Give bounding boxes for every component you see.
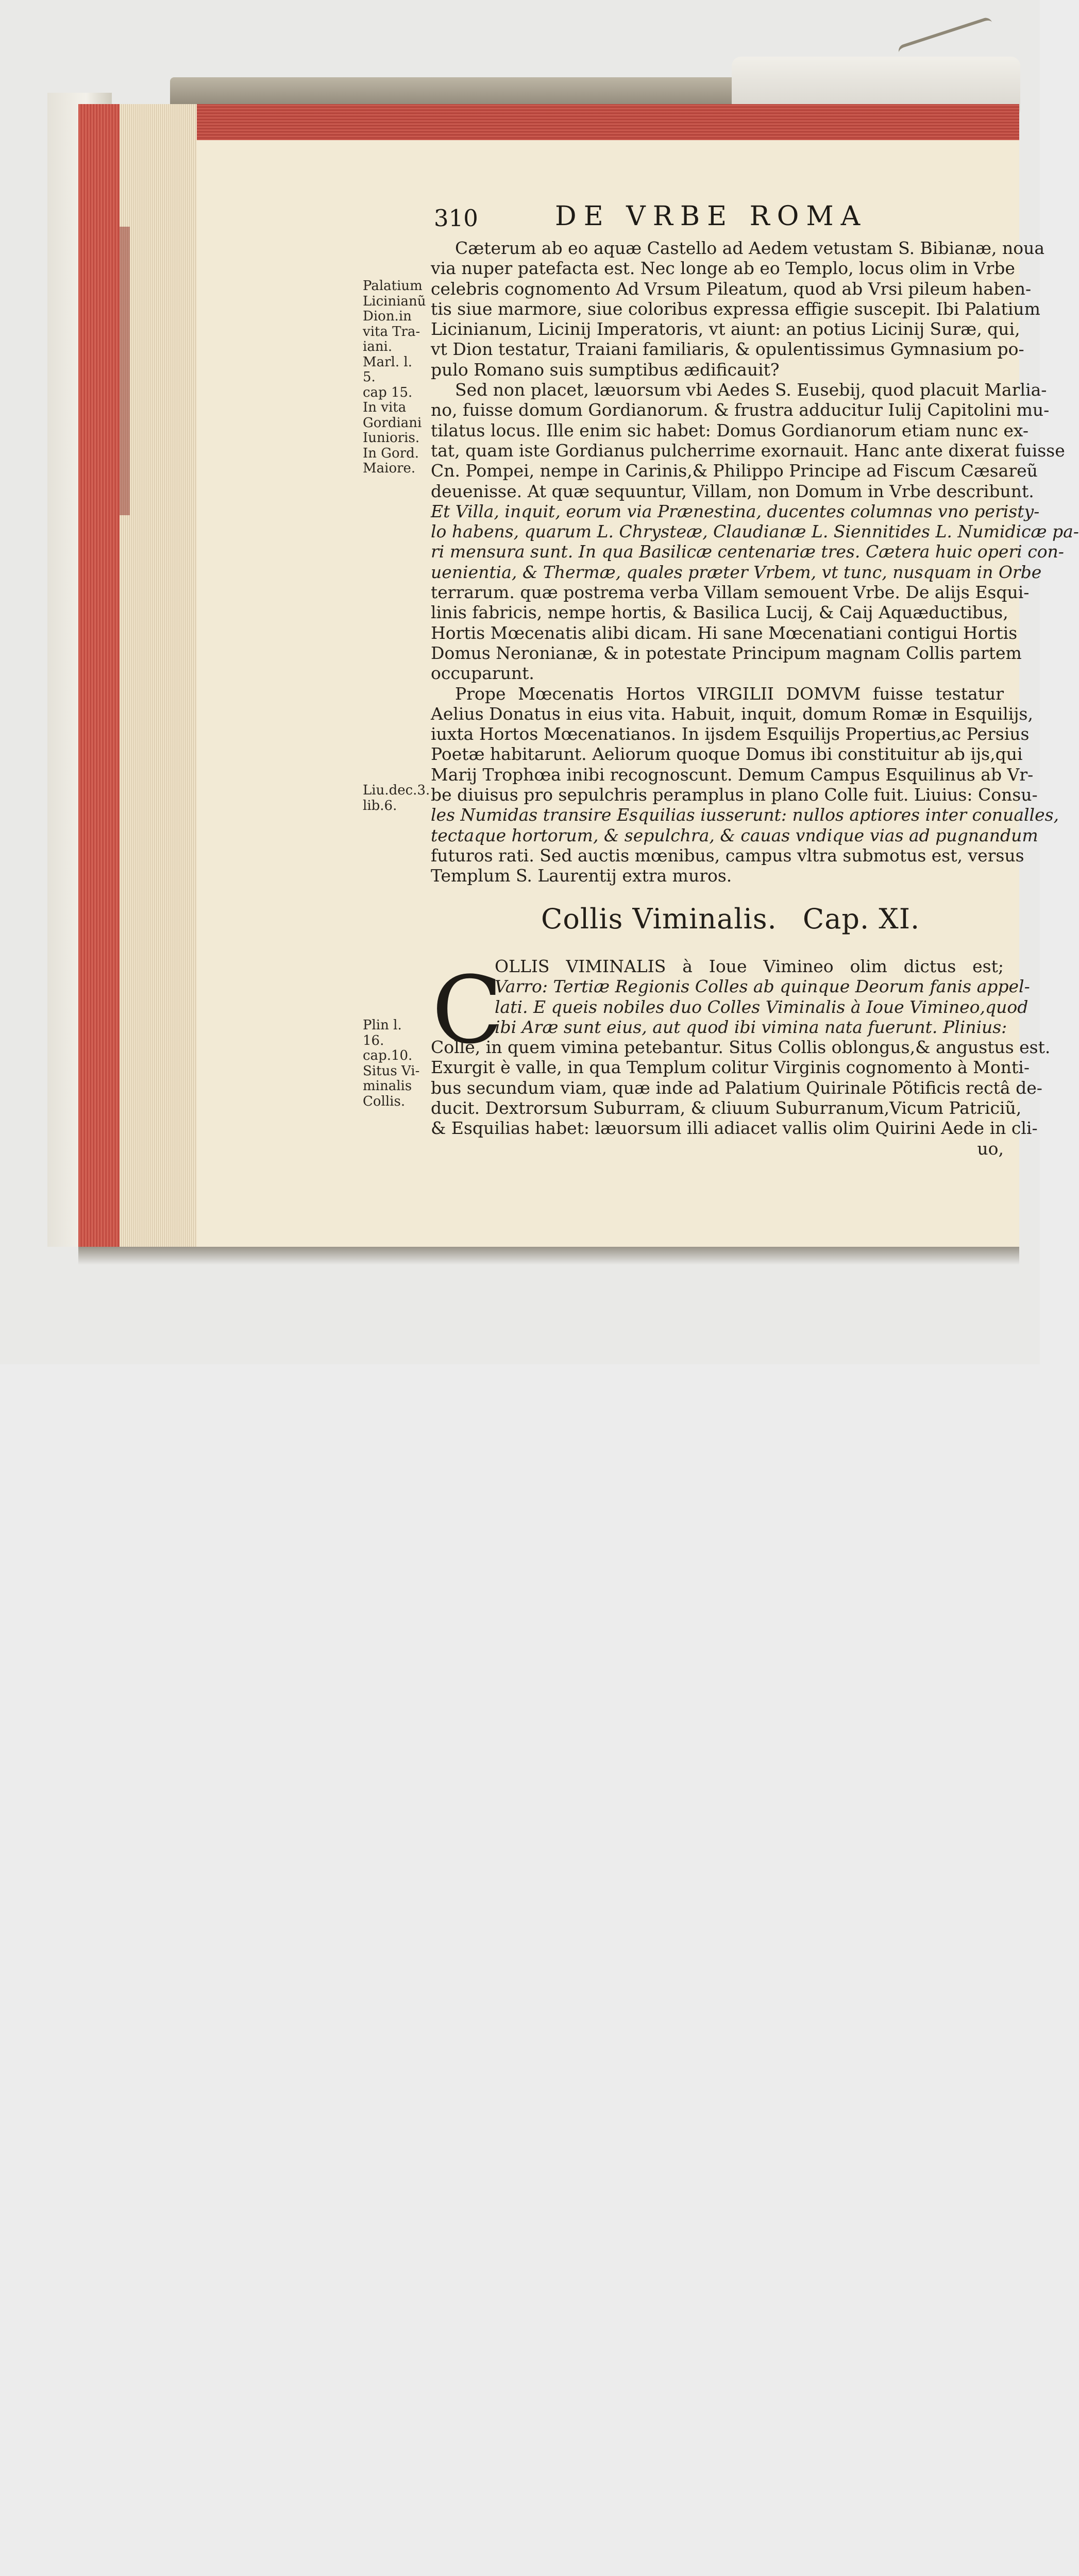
text-line: Varro: Tertiæ Regionis Colles ab quinque Deorum fanis appel- [495, 976, 1030, 997]
text-line: linis fabricis, nempe hortis, & Basilica Lucij, & Caij Aquæductibus, [431, 602, 1008, 623]
ribbon-bookmark [897, 16, 994, 59]
text-line: Poetæ habitarunt. Aeliorum quoque Domus ibi constituitur ab ijs,qui [431, 744, 1023, 765]
text-line: via nuper patefacta est. Nec longe ab eo Templo, locus olim in Vrbe [431, 258, 1015, 279]
text-line: be diuisus pro sepulchris peramplus in plano Colle fuit. Liuius: Consu- [431, 785, 1038, 805]
margin-notes-top [363, 279, 427, 477]
text-line: tat, quam iste Gordianus pulcherrime exornauit. Hanc ante dixerat fuisse [431, 440, 1065, 461]
margin-note-line: In vita [363, 400, 407, 415]
text-line: ibi Aræ sunt eius, aut quod ibi vimina nata fuerunt. Plinius: [495, 1016, 1007, 1037]
text-line: tilatus locus. Ille enim sic habet: Domus Gordianorum etiam nunc ex- [431, 420, 1029, 440]
text-line: Domus Neronianæ, & in potestate Principum magnam Collis partem [431, 642, 1022, 663]
body-text [431, 238, 1079, 886]
text-line: & Esquilias habet: læuorsum illi adiacet vallis olim Quirini Aede in cli- [431, 1118, 1038, 1139]
text-line: iuxta Hortos Mœcenatianos. In ijsdem Esquilijs Propertius,ac Persius [431, 724, 1030, 744]
margin-note-line: vita Tra- [363, 324, 420, 340]
margin-note-line: Licinianũ [363, 293, 426, 309]
text-line: Cn. Pompei, nempe in Carinis,& Philippo Principe ad Fiscum Cæsareũ [431, 461, 1038, 481]
text-line: tis siue marmore, siue coloribus expressa effigie suscepit. Ibi Palatium [431, 298, 1040, 319]
text-line: futuros rati. Sed auctis mœnibus, campus vltra submotus est, versus [431, 845, 1024, 866]
margin-note-line: cap 15. [363, 384, 413, 400]
edge-stain [120, 227, 130, 515]
text-line: uo, [977, 1138, 1004, 1159]
margin-note-line: In Gord. [363, 445, 419, 461]
text-line: ducit. Dextrorsum Suburram, & cliuum Suburranum,Vicum Patriciũ, [431, 1098, 1022, 1118]
page-edges [120, 104, 197, 1247]
running-title: DE VRBE ROMA [555, 201, 868, 232]
chapter-text [431, 956, 1051, 1159]
text-line: Exurgit è valle, in qua Templum colitur Virginis cognomento à Monti- [431, 1057, 1030, 1078]
margin-note-line: Dion.in [363, 309, 412, 324]
red-top-edge [78, 104, 1019, 140]
text-line: les Numidas transire Esquilias iusserunt: nullos aptiores inter conualles, [431, 805, 1059, 825]
text-line: terrarum. quæ postrema verba Villam semouent Vrbe. De alijs Esqui- [431, 582, 1030, 603]
text-line: Et Villa, inquit, eorum via Prænestina, ducentes columnas vno peristy- [431, 501, 1040, 521]
text-line: uenientia, & Thermæ, quales præter Vrbem, vt tunc, nusquam in Orbe [431, 562, 1042, 582]
text-line: Aelius Donatus in eius vita. Habuit, inquit, domum Romæ in Esquilijs, [431, 703, 1033, 724]
text-line: deuenisse. At quæ sequuntur, Villam, non Domum in Vrbe describunt. [431, 481, 1034, 501]
text-line: Templum S. Laurentij extra muros. [431, 866, 732, 886]
margin-note-line: iani. [363, 339, 393, 354]
chapter-number: Cap. XI. [802, 903, 920, 935]
margin-note-line: Plin l. 16. [363, 1018, 402, 1048]
margin-notes-bottom [363, 1018, 427, 1109]
margin-note-line: Collis. [363, 1093, 406, 1109]
margin-note-line: Situs Vi- [363, 1063, 420, 1079]
text-line: pulo Romano suis sumptibus ædificauit? [431, 359, 780, 380]
margin-note-line: Maiore. [363, 461, 416, 476]
text-line: Colle, in quem vimina petebantur. Situs Collis oblongus,& angustus est. [431, 1037, 1051, 1058]
text-line: Sed non placet, læuorsum vbi Aedes S. Eusebij, quod placuit Marlia- [455, 380, 1047, 400]
chapter-title: Collis Viminalis. [541, 903, 777, 935]
text-line: vt Dion testatur, Traiani familiaris, & opulentissimus Gymnasium po- [431, 339, 1024, 360]
viewer-footer [0, 1364, 1040, 1442]
margin-note-line: Gordiani [363, 415, 422, 431]
text-line: occuparunt. [431, 663, 534, 684]
page-number: 310 [434, 205, 478, 232]
page-shadow [78, 1247, 1019, 1265]
text-line: lati. E queis nobiles duo Colles Viminalis à Ioue Vimineo,quod [495, 996, 1029, 1017]
margin-note-line: cap.10. [363, 1048, 413, 1063]
text-line: Marij Trophœa inibi recognoscunt. Demum Campus Esquilinus ab Vr- [431, 764, 1034, 785]
text-line: lo habens, quarum L. Chrysteæ, Claudianæ L. Siennitides L. Numidicæ pa- [431, 521, 1079, 542]
text-line: Licinianum, Licinij Imperatoris, vt aiunt: an potius Licinij Suræ, qui, [431, 319, 1020, 340]
text-line: celebris cognomento Ad Vrsum Pileatum, quod ab Vrsi pileum haben- [431, 278, 1032, 299]
margin-note-line: lib.6. [363, 798, 397, 814]
margin-note-line: Palatium [363, 278, 423, 294]
margin-note-line: Liu.dec.3. [363, 783, 430, 798]
text-line: tectaque hortorum, & sepulchra, & cauas vndique vias ad pugnandum [431, 825, 1038, 845]
drop-cap: C [432, 957, 503, 1064]
text-line: Cæterum ab eo aquæ Castello ad Aedem vetustam S. Bibianæ, noua [455, 238, 1045, 258]
text-line: Prope Mœcenatis Hortos VIRGILII DOMVM fuisse testatur [455, 683, 1004, 704]
margin-note-line: Marl. l. 5. [363, 354, 412, 385]
chapter-heading [541, 903, 920, 935]
margin-note-line: minalis [363, 1078, 412, 1094]
text-line: OLLIS VIMINALIS à Ioue Vimineo olim dictus est; [495, 956, 1004, 976]
text-line: ri mensura sunt. In qua Basilicæ centenariæ tres. Cætera huic operi con- [431, 541, 1064, 562]
margin-notes-mid [363, 783, 430, 814]
text-line: bus secundum viam, quæ inde ad Palatium Quirinale Põtificis rectâ de- [431, 1077, 1042, 1098]
margin-note-line: Iunioris. [363, 430, 420, 446]
text-line: no, fuisse domum Gordianorum. & frustra adducitur Iulij Capitolini mu- [431, 400, 1050, 420]
red-fore-edge [78, 104, 120, 1247]
text-line: Hortis Mœcenatis alibi dicam. Hi sane Mœcenatiani contigui Hortis [431, 622, 1018, 643]
